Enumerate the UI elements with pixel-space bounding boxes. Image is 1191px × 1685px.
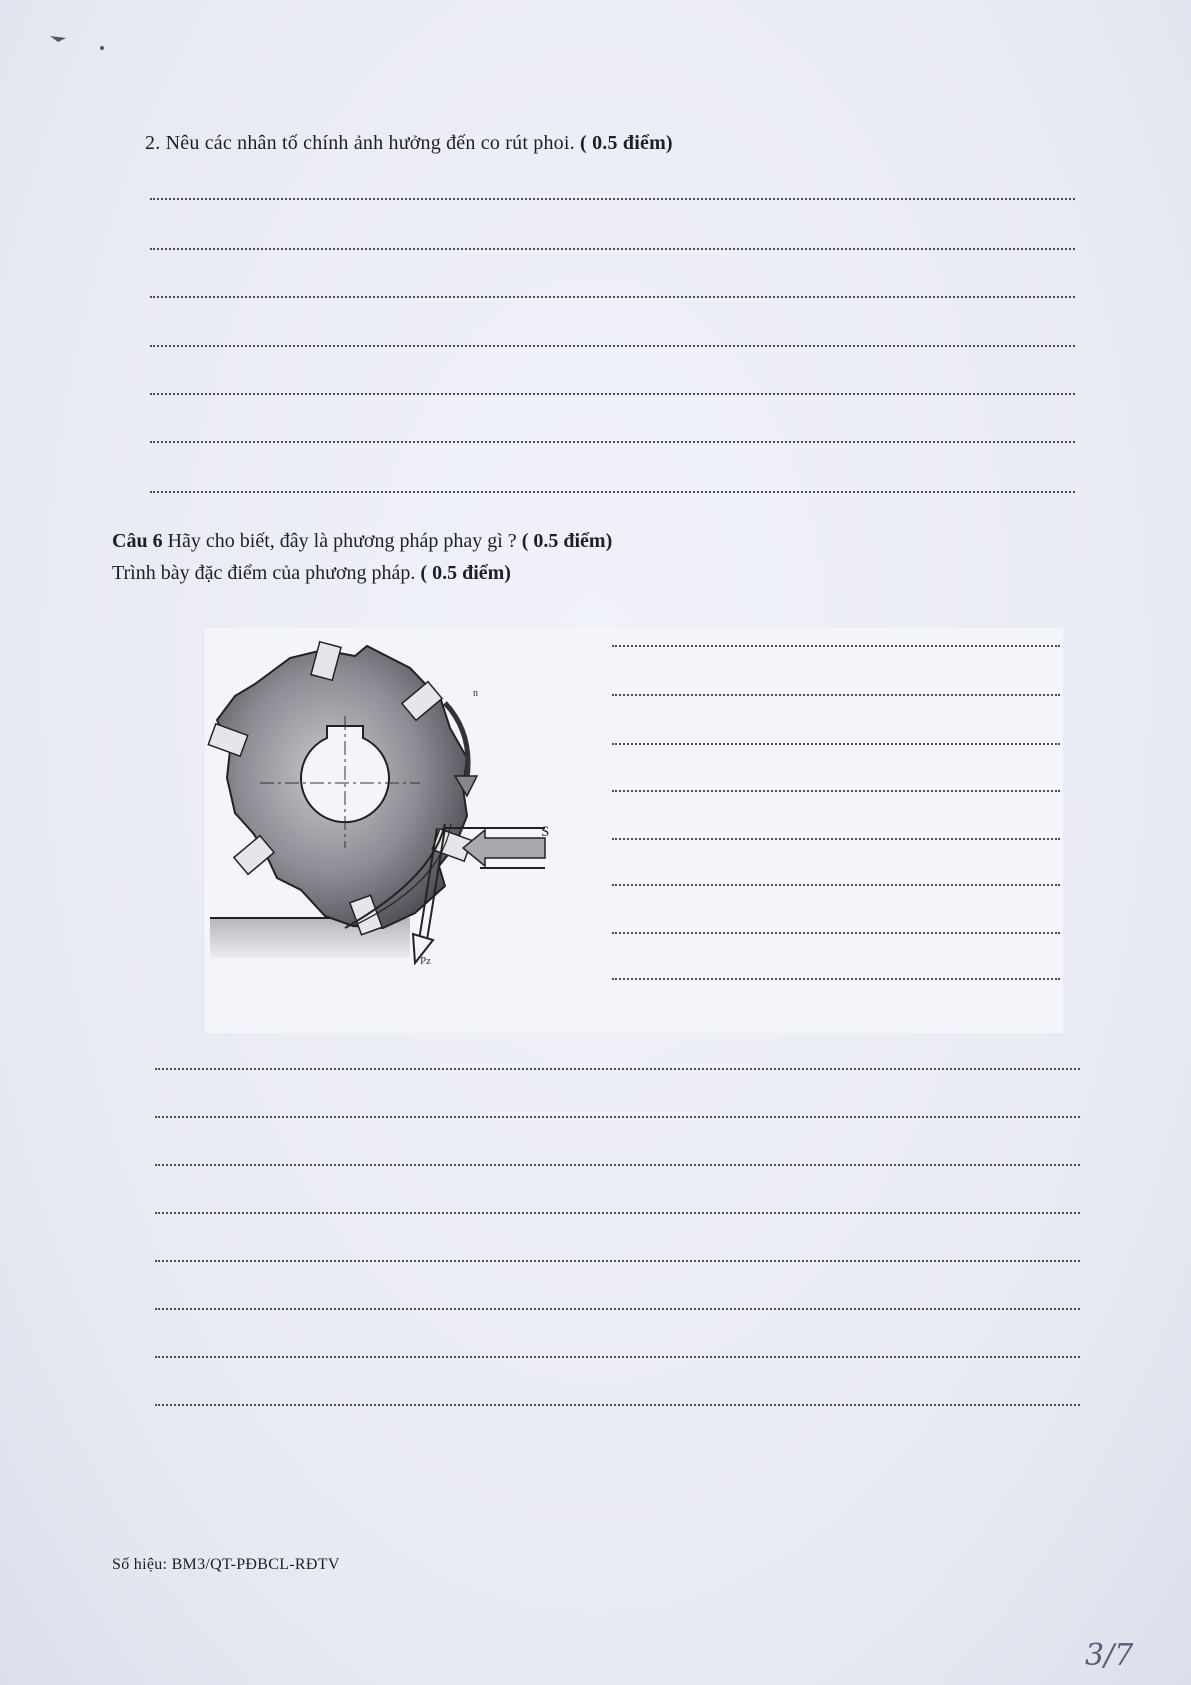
answer-line[interactable] [612,645,1060,647]
question-2 [145,132,673,155]
answer-line[interactable] [155,1356,1080,1358]
answer-line[interactable] [612,884,1060,886]
answer-line[interactable] [612,743,1060,745]
force-label: Pz [420,955,431,967]
answer-line[interactable] [155,1164,1080,1166]
question-2-text: 2. Nêu các nhân tố chính ảnh hưởng đến co rút phoi. [145,132,581,154]
question-6-label: Câu 6 [112,530,163,552]
answer-line[interactable] [612,694,1060,696]
answer-line[interactable] [150,441,1075,443]
question-6-subtitle [112,562,511,585]
answer-line[interactable] [155,1404,1080,1406]
answer-line[interactable] [150,198,1075,200]
answer-line[interactable] [150,345,1075,347]
question-6-points: ( 0.5 điểm) [521,530,613,552]
feed-label: S [541,824,550,840]
scan-mark [40,22,110,52]
question-2-points: ( 0.5 điểm) [580,132,673,154]
question-6-sub-points: ( 0.5 điểm) [420,562,511,584]
document-code: Số hiệu: BM3/QT-PĐBCL-RĐTV [112,1556,340,1573]
milling-cutter-diagram [205,628,605,1033]
answer-line[interactable] [155,1212,1080,1214]
answer-line[interactable] [612,932,1060,934]
answer-line[interactable] [150,491,1075,493]
answer-line[interactable] [612,790,1060,792]
answer-line[interactable] [155,1308,1080,1310]
answer-line[interactable] [150,296,1075,298]
answer-line[interactable] [150,393,1075,395]
question-6-text: Hãy cho biết, đây là phương pháp phay gì ? [162,530,522,552]
feed-arrow [463,830,545,866]
answer-line[interactable] [155,1068,1080,1070]
question-6-title [112,530,612,553]
answer-line[interactable] [155,1260,1080,1262]
answer-line[interactable] [612,838,1060,840]
rotation-label: n [473,688,478,699]
page-number: 3/7 [1085,1638,1134,1673]
answer-line[interactable] [612,978,1060,980]
question-6-sub-text: Trình bày đặc điểm của phương pháp. [112,562,421,584]
answer-line[interactable] [155,1116,1080,1118]
answer-line[interactable] [150,248,1075,250]
